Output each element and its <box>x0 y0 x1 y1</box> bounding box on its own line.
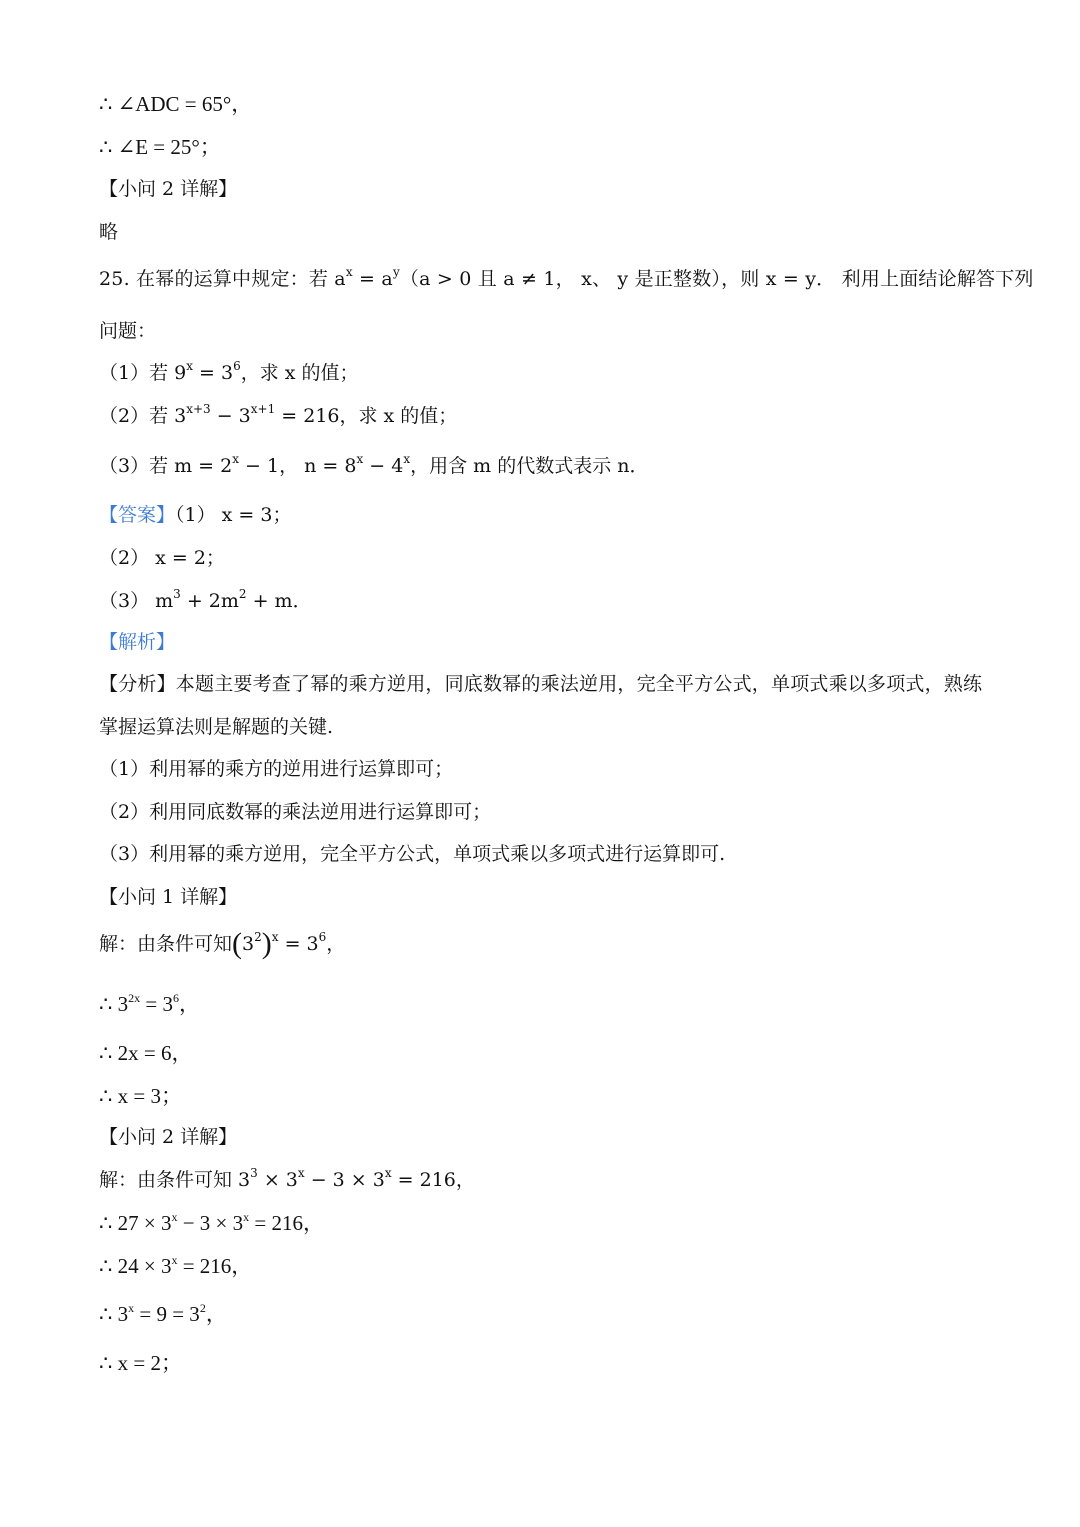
solution-1-step-3: ∴ 2x = 6， <box>99 1041 193 1065</box>
solution-1-step-1: 解：由条件可知$(3^2)^x = 3^6$， <box>99 927 346 960</box>
answer-label: 【答案】 <box>99 504 176 526</box>
analysis-point-2: （2）利用同底数幂的乘法逆用进行运算即可； <box>99 801 492 823</box>
omitted-answer: 略 <box>99 221 119 243</box>
question-part-1: （1）若 $9^x = 3^6$，求 x 的值； <box>99 359 359 384</box>
question-25-stem: 25. 在幂的运算中规定：若 $a^x = a^y(a > 0$ 且 a ≠ 1， x、 y 是正整数），则 x = y． 利用上面结论解答下列 <box>99 265 1034 290</box>
solution-2-step-2: ∴ $27 \times 3^x - 3 \times 3^x = 216$， <box>99 1210 324 1235</box>
question-part-3: （3）若 $m = 2^x - 1$， $n = 8^x - 4^x$，用含 m 的代数式表示 n． <box>99 452 649 477</box>
analysis-text: 【分析】本题主要考查了幂的乘方逆用，同底数幂的乘法逆用，完全平方公式，单项式乘以多项式，熟练 <box>99 673 983 695</box>
analysis-text-cont: 掌握运算法则是解题的关键. <box>99 716 334 738</box>
solution-1-step-4: ∴ x = 3； <box>99 1084 182 1108</box>
solution-2-step-1: 解：由条件可知 $3^3 \times 3^x - 3 \times 3^x = 216$， <box>99 1166 475 1191</box>
subquestion-2-detail-heading: 【小问 2 详解】 <box>99 1126 238 1148</box>
step-angle-adc: ∴ ∠ADC = 65°， <box>99 92 253 116</box>
answer-part-1: 【答案】（1） x = 3； <box>99 504 292 526</box>
analysis-point-3: （3）利用幂的乘方逆用，完全平方公式，单项式乘以多项式进行运算即可. <box>99 843 726 865</box>
subquestion-1-heading: 【小问 1 详解】 <box>99 886 238 908</box>
analysis-label: 【解析】 <box>99 631 176 653</box>
solution-2-step-3: ∴ $24 \times 3^x = 216$， <box>99 1253 253 1278</box>
subquestion-2-heading: 【小问 2 详解】 <box>99 178 238 200</box>
question-25-stem-cont: 问题： <box>99 320 157 342</box>
answer-part-3: （3） $m^3 + 2m^2 + m$． <box>99 587 312 612</box>
solution-2-step-4: ∴ $3^x = 9 = 3^2$， <box>99 1301 227 1326</box>
step-angle-e: ∴ ∠E = 25°； <box>99 135 221 159</box>
analysis-point-1: （1）利用幂的乘方的逆用进行运算即可； <box>99 758 454 780</box>
answer-part-2: （2） x = 2； <box>99 547 225 569</box>
solution-2-step-5: ∴ x = 2； <box>99 1351 182 1375</box>
question-part-2: （2）若 $3^{x+3} - 3^{x+1} = 216$，求 x 的值； <box>99 402 458 427</box>
solution-1-step-2: ∴ $3^{2x} = 3^6$， <box>99 991 200 1016</box>
